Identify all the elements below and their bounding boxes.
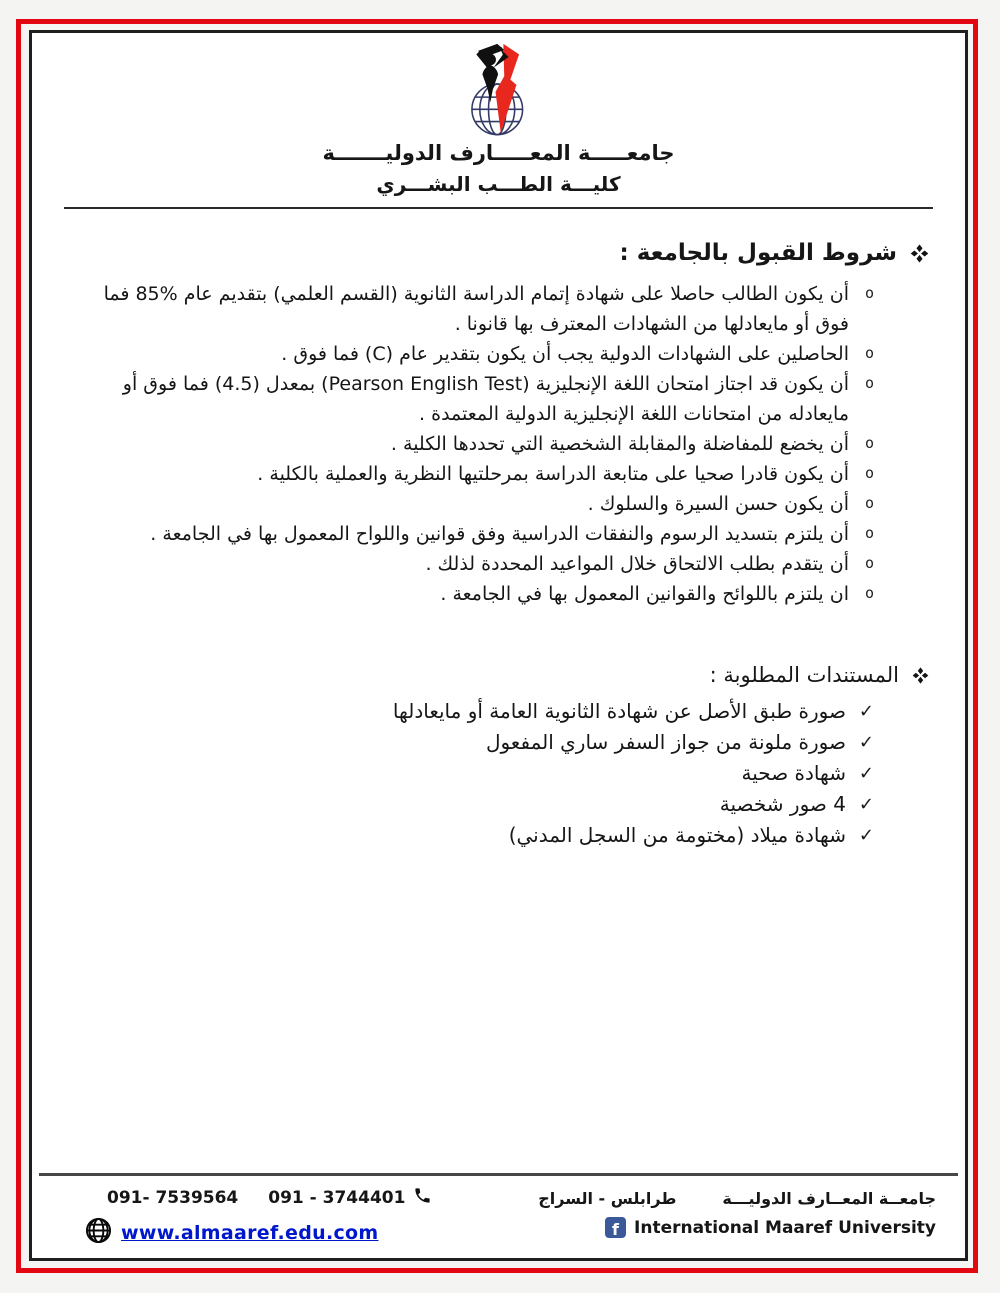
checkmark-icon: ✓: [858, 794, 874, 815]
list-item: ✓ شهادة ميلاد (مختومة من السجل المدني): [82, 820, 874, 851]
footer-org-right: [538, 1186, 936, 1248]
phone-number-2: 091 - 3744401: [268, 1188, 406, 1208]
phone-number-1: 091- 7539564: [107, 1188, 239, 1208]
university-logo: [32, 43, 965, 139]
list-item: o أن يكون قادرا صحيا على متابعة الدراسة بمرحلتيها النظرية والعملية بالكلية .: [82, 459, 874, 489]
university-name: جامعـــــة المعـــــارف الدوليـــــــة: [322, 141, 675, 165]
diamond-bullet-icon: [910, 244, 929, 263]
document-header: [32, 33, 965, 209]
checkmark-icon: ✓: [858, 763, 874, 784]
required-documents-list: [82, 696, 929, 851]
checkmark-icon: ✓: [858, 825, 874, 846]
header-divider: [64, 207, 933, 209]
admission-conditions-list: [82, 279, 929, 609]
list-item: o أن يكون الطالب حاصلا على شهادة إتمام الدراسة الثانوية (القسم العلمي) بتقديم عام %85 فما فوق أو مايعادلها من الشهادات المعترف بها قانونا .: [82, 279, 874, 339]
circle-bullet-icon: o: [864, 524, 874, 542]
section-heading-documents: [82, 663, 929, 687]
inner-black-border: [29, 30, 968, 1261]
list-item: ✓ صورة طبق الأصل عن شهادة الثانوية العامة أو مايعادلها: [82, 696, 874, 727]
circle-bullet-icon: o: [864, 464, 874, 482]
list-item: o الحاصلين على الشهادات الدولية يجب أن يكون بتقدير عام (C) فما فوق .: [82, 339, 874, 369]
checkmark-icon: ✓: [858, 701, 874, 722]
list-item: o أن يكون قد اجتاز امتحان اللغة الإنجليزية (Pearson English Test) بمعدل (4.5) فما فوق أو مايعادله من امتحانات اللغة الإنجليزية الدولية المعتمدة .: [82, 369, 874, 429]
list-item: ✓ صورة ملونة من جواز السفر ساري المفعول: [82, 727, 874, 758]
list-item: o أن يلتزم بتسديد الرسوم والنفقات الدراسية وفق قوانين واللواح المعمول بها في الجامعة .: [82, 519, 874, 549]
footer-contact-left: [69, 1186, 432, 1248]
section-heading-admission: [82, 240, 929, 266]
list-item: ✓ شهادة صحية: [82, 758, 874, 789]
circle-bullet-icon: o: [864, 554, 874, 572]
admission-heading-label: شروط القبول بالجامعة :: [619, 240, 897, 266]
document-footer: [39, 1173, 958, 1252]
circle-bullet-icon: o: [864, 284, 874, 302]
document-body: [32, 240, 965, 851]
phone-numbers: [85, 1186, 432, 1210]
checkmark-icon: ✓: [858, 732, 874, 753]
org-name: جامعــة المعــارف الدوليـــة: [722, 1189, 936, 1208]
documents-heading-label: المستندات المطلوبة :: [709, 663, 899, 687]
list-item: o أن يتقدم بطلب الالتحاق خلال المواعيد المحددة لذلك .: [82, 549, 874, 579]
org-location-row: [538, 1186, 936, 1208]
list-item: o أن يكون حسن السيرة والسلوك .: [82, 489, 874, 519]
facebook-page-name: International Maaref University: [634, 1217, 936, 1238]
facebook-row: [538, 1217, 936, 1238]
circle-bullet-icon: o: [864, 374, 874, 392]
website-link[interactable]: www.almaaref.edu.com: [121, 1221, 379, 1244]
list-item: o ان يلتزم باللوائح والقوانين المعمول بها في الجامعة .: [82, 579, 874, 609]
globe-icon: [85, 1217, 112, 1248]
circle-bullet-icon: o: [864, 434, 874, 452]
graduate-globe-logo-icon: [455, 43, 543, 139]
diamond-bullet-icon: [912, 667, 929, 684]
org-location: طرابلس - السراج: [538, 1189, 677, 1208]
list-item: ✓ 4 صور شخصية: [82, 789, 874, 820]
circle-bullet-icon: o: [864, 344, 874, 362]
college-name: كليـــة الطـــب البشـــري: [376, 172, 621, 196]
website-row: [85, 1217, 432, 1248]
circle-bullet-icon: o: [864, 494, 874, 512]
facebook-icon: f: [605, 1217, 626, 1238]
phone-icon: [413, 1186, 432, 1210]
circle-bullet-icon: o: [864, 584, 874, 602]
list-item: o أن يخضع للمفاضلة والمقابلة الشخصية التي تحددها الكلية .: [82, 429, 874, 459]
